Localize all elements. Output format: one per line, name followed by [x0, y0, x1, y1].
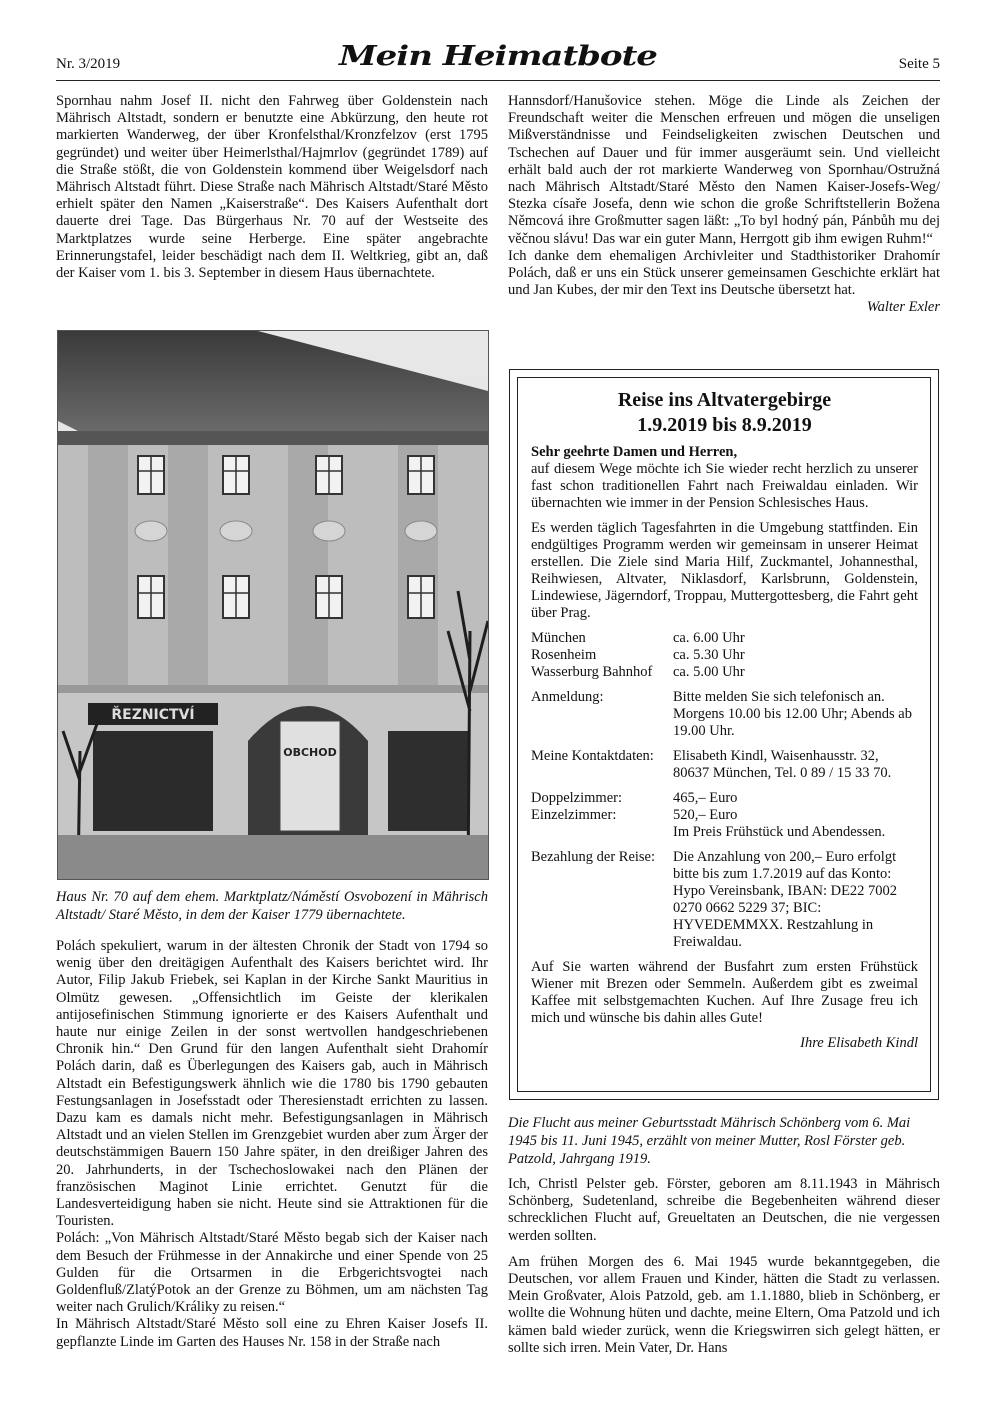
- departure-list: [531, 630, 918, 681]
- article-paragraph: In Mährisch Altstadt/Staré Město soll eine zu Ehren Kaiser Josefs II. gepflanzte Linde im Garten des Hauses Nr. 158 in der Straße nach: [56, 1316, 488, 1350]
- contact-row: Meine Kontaktdaten: Elisabeth Kindl, Waisenhausstr. 32, 80637 München, Tel. 0 89 / 15 33 70.: [531, 748, 892, 781]
- price-row: Einzelzimmer: 520,– Euro: [531, 807, 738, 823]
- greeting: Sehr geehrte Damen und Herren,: [531, 444, 738, 460]
- registration-row: Anmeldung: Bitte melden Sie sich telefonisch an. Morgens 10.00 bis 12.00 Uhr; Abends ab 19.00 Uhr.: [531, 689, 912, 739]
- left-column-bottom: [56, 938, 488, 1351]
- header-rule: [56, 80, 940, 81]
- article-paragraph: Polách spekuliert, warum in der ältesten Chronik der Stadt von 1794 so wenig über den dreitägigen Aufenthalt des Kaisers berichtet wird. Ihr Autor, Filip Jakub Friebek, sei Kaplan in der Kirche Sankt Mauritius in Olmütz gewesen. „Offensichtlich im Geiste der klerikalen antijosefinischen Stimmung ignorierte er des Kaisers Aufenthalt und haute nur einige Zeilen in der sonst wertvollen handgeschriebenen Chronik hin.“ Den Grund für den langen Aufenthalt sieht Drahomír Polách darin, daß es Überlegungen des Kaisers gab, auch in Mährisch Altstadt ein Befestigungswerk ähnlich wie die 1780 bis 1790 gebauten Festungsanlagen in Josefsstadt oder Theresienstadt errichten zu lassen. Dazu kam es damals nicht mehr. Befestigungsanlagen in Mährisch Altstadt und an vielen Stellen im Grenzgebiet wurden aber zum Ärger der deutschstämmigen Bauern 150 Jahre später, in den dreißiger Jahren des 20. Jahrhunderts, in der Tschechoslowakei nach den Plänen der französischen Maginot Linie errichtet. Genutzt für die Landesverteidigung haben sie nicht. Heute sind sie Attraktionen für die Touristen.: [56, 938, 488, 1230]
- trip-dates: 1.9.2019 bis 8.9.2019: [637, 414, 812, 436]
- article-paragraph: Hannsdorf/Hanušovice stehen. Möge die Linde als Zeichen der Freundschaft weiter die Menschen erfreuen und mögen die unseligen Mißverständnisse und Feindseligkeiten zwischen Deutschen und Tschechen auf Dauer und für immer ausgeräumt sein. Und vielleicht erhält bald auch der rot markierte Wanderweg von Spornhau/Ostružná nach Mährisch Altstadt/Staré Město den Namen Kaiser-Josefs-Weg/ Stezka císaře Josefa, denn wie schon die große Schriftstellerin Božena Němcová ihre Großmutter sagen läßt: „To byl hodný pán, Pánbůh mu dej věčnou slávu! Das war ein guter Mann, Herrgott gib ihm ewigen Ruhm!“: [508, 93, 940, 247]
- closing-text: Auf Sie warten während der Busfahrt zum ersten Frühstück Wiener mit Brezen oder Semmeln. Außerdem gibt es zweimal Kaffee mit selbstgemachten Kuchen. Auf Ihre Zusage freu ich mich und wünsche bis dahin alles Gute!: [531, 959, 918, 1026]
- box-signature: Ihre Elisabeth Kindl: [800, 1035, 918, 1051]
- departure-row: München ca. 6.00 Uhr: [531, 630, 745, 646]
- page-number: Seite 5: [898, 56, 940, 72]
- photo-caption: Haus Nr. 70 auf dem ehem. Marktplatz/Náměstí Osvobození in Mährisch Altstadt/ Staré Město, in dem der Kaiser 1779 übernachtete.: [56, 889, 488, 923]
- article-paragraph: Ich danke dem ehemaligen Archivleiter und Stadthistoriker Drahomír Polách, daß er uns ein Stück unserer gemeinsamen Geschichte erklärt hat und Jan Kubes, der mir den Text ins Deutsche übersetzt hat.: [508, 247, 940, 299]
- article-paragraph: Spornhau nahm Josef II. nicht den Fahrweg über Goldenstein nach Mährisch Altstadt, sondern er benutzte eine Abkürzung, den heute rot markierten Wanderweg, der über Kronfelsthal/Kronzfelzov (erst 1795 gegründet) und weiter über Heimerlsthal/Hajmrlov (gegründet 1789) auf die Straße stößt, die von Goldenstein kommend über Weigelsdorf nach Mährisch Altstadt führt. Diese Straße nach Mährisch Altstadt/Staré Město erhielt später den Namen „Kaiserstraße“. Des Kaisers Aufenthalt dort dauerte drei Tage. Das Bürgerhaus Nr. 70 auf der Westseite des Marktplatzes wurde seine Herberge. Eine später angebrachte Erinnerungstafel, leider beschädigt nach dem II. Weltkrieg, gibt an, daß der Kaiser vom 1. bis 3. September in diesem Haus übernachtete.: [56, 93, 488, 282]
- program-text: Es werden täglich Tagesfahrten in die Umgebung stattfinden. Ein endgültiges Programm werden wir gemeinsam in unserer Heimat erstellen. Die Ziele sind Maria Hilf, Zuckmantel, Johannesthal, Reihwiesen, Altvater, Niklasdorf, Karlsbrunn, Goldenstein, Lindewiese, Jägerndorf, Troppau, Muttergottesberg, die Fahrt geht über Prag.: [531, 520, 918, 621]
- payment-row: Bezahlung der Reise: Die Anzahlung von 200,– Euro erfolgt bitte bis zum 1.7.2019 auf das Konto: Hypo Vereinsbank, IBAN: DE22 7002 0270 0662 5229 37; BIC: HYVEDEMMXX. Restzahlung in Freiwaldau.: [531, 849, 898, 950]
- departure-row: Rosenheim ca. 5.30 Uhr: [531, 647, 745, 663]
- story-column: [508, 1176, 940, 1366]
- story-paragraph: Am frühen Morgen des 6. Mai 1945 wurde bekanntgegeben, die Deutschen, vor allem Frauen und Kinder, hätten die Stadt zu verlassen. Mein Großvater, Alois Patzold, geb. am 1.1.1880, blieb in Schönberg, er wollte die Wohnung hüten und dachte, meine Eltern, Oma Patzold und ich kämen bald wieder zurück, wenn die Kriegswirren sich gelegt hätten, er sollte sich irren. Mein Vater, Dr. Hans: [508, 1253, 940, 1356]
- author-signature: Walter Exler: [866, 299, 940, 316]
- left-column-top: [56, 93, 488, 282]
- trip-title: Reise ins Altvatergebirge: [617, 389, 832, 411]
- page-header: [56, 36, 940, 76]
- price-list: [531, 790, 918, 841]
- story-paragraph: Ich, Christl Pelster geb. Förster, geboren am 8.11.1943 in Mährisch Schönberg, Sudetenland, schreibe die Begebenheiten während dieser schrecklichen Flucht auf, Greueltaten an Deutschen, die nie vergessen werden sollten.: [508, 1176, 940, 1244]
- shop-sign-text: ŘEZNICTVÍ: [111, 707, 195, 723]
- right-column-top: [508, 93, 940, 317]
- intro-text: auf diesem Wege möchte ich Sie wieder recht herzlich zu unserer fast schon traditionellen Fahrt nach Freiwaldau einladen. Wir übernachten wie immer in der Pension Schlesisches Haus.: [531, 461, 918, 511]
- price-note-row: Im Preis Frühstück und Abendessen.: [673, 824, 886, 840]
- newspaper-title: Mein Heimatbote: [339, 40, 657, 72]
- departure-row: Wasserburg Bahnhof ca. 5.00 Uhr: [531, 664, 745, 680]
- article-paragraph: Polách: „Von Mährisch Altstadt/Staré Město begab sich der Kaiser nach dem Besuch der Frühmesse in der Annakirche und einer Spende von 25 Gulden für die Ortsarmen in die Erbgerichtsvogtei nach Goldenfluß/ZlatýPotok an der Grenze zu Böhmen, um am nächsten Tag weiter nach Grulich/Králiky zu reisen.“: [56, 1230, 488, 1316]
- travel-announcement-box: [509, 369, 939, 1100]
- shop-name-text: OBCHOD: [283, 746, 337, 759]
- story-caption: Die Flucht aus meiner Geburtsstadt Mährisch Schönberg vom 6. Mai 1945 bis 11. Juni 1945, erzählt von meiner Mutter, Rosl Förster geb. Patzold, Jahrgang 1919.: [508, 1115, 911, 1167]
- price-row: Doppelzimmer: 465,– Euro: [531, 790, 738, 806]
- issue-number: Nr. 3/2019: [56, 56, 121, 72]
- house-photo: [57, 330, 489, 880]
